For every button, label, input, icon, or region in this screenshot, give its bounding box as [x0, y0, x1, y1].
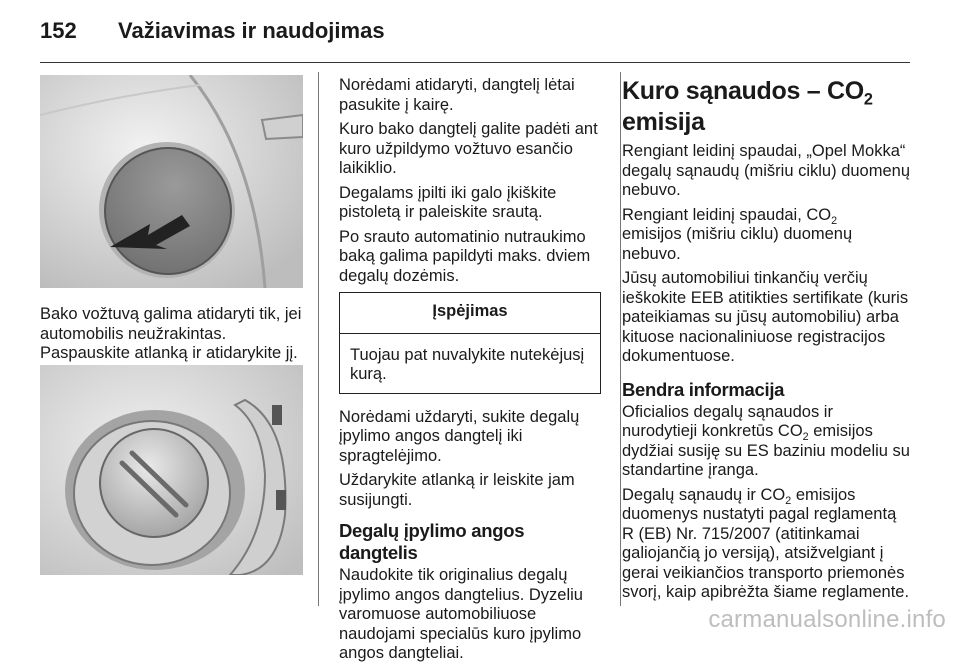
- header-rule: [40, 62, 910, 63]
- paragraph: Rengiant leidinį spaudai, $CO_2$ emisijos (mišriu ciklu) duomenų nebuvo.: [622, 205, 853, 263]
- paragraph: Oficialios degalų sąnaudos ir nurodytieji konkretūs $CO_2$ emisijos dydžiai susiję su ES baziniu modeliu su standartine įranga.: [622, 402, 910, 479]
- warning-text: Tuojau pat nuvalykite nutekėjusį kurą.: [350, 345, 585, 383]
- paragraph: Kuro bako dangtelį galite padėti ant kuro užpildymo vožtuvo esančio laikiklio.: [339, 120, 598, 177]
- warning-title: Įspėjimas: [340, 293, 600, 334]
- column-2: [339, 76, 601, 664]
- column-divider-1: [318, 72, 319, 606]
- heading-fuel-consumption: Kuro sąnaudos – $CO_2$ emisija: [622, 77, 873, 136]
- warning-box: [339, 292, 601, 394]
- paragraph: Po srauto automatinio nutraukimo baką galima papildyti maks. dviem degalų dozėmis.: [339, 227, 591, 285]
- subheading-fuel-cap: Degalų įpylimo angos dangtelis: [339, 520, 525, 563]
- fuel-cap-figure: [40, 365, 303, 575]
- paragraph: Uždarykite atlanką ir leiskite jam susijungti.: [339, 471, 575, 509]
- paragraph: Degalams įpilti iki galo įkiškite pistoletą ir paleiskite srautą.: [339, 183, 557, 221]
- paragraph: Bako vožtuvą galima atidaryti tik, jei automobilis neužrakintas.: [40, 305, 302, 343]
- paragraph: Naudokite tik originalius degalų įpylimo angos dangtelius. Dyzeliu varomuose automobiliuose naudojami specialūs kuro įpylimo angos dangteliai.: [339, 566, 583, 662]
- fuel-door-illustration: [40, 75, 303, 288]
- page-title: Važiavimas ir naudojimas: [118, 18, 385, 43]
- fuel-door-figure: [40, 75, 303, 288]
- paragraph: Degalų sąnaudų ir $CO_2$ emisijos duomenys nustatyti pagal reglamentą R (EB) Nr. 715/2007 (atitinkamai galiojančią jo versiją), atsižvelgiant į gerai veikiančios transporto priemonės svorį, kaip apibrėžta šiame reglamente.: [622, 485, 910, 601]
- page-number: 152: [40, 18, 77, 43]
- fuel-cap-illustration: [40, 365, 303, 575]
- paragraph: Jūsų automobiliui tinkančių verčių ieškokite EEB atitikties sertifikate (kuris pateikiamas su jūsų automobiliu) arba kituose nacionaliniuose registracijos dokumentuose.: [622, 269, 909, 365]
- paragraph: Norėdami atidaryti, dangtelį lėtai pasukite į kairę.: [339, 76, 575, 114]
- column-divider-2: [620, 72, 621, 606]
- column-1-text: [40, 305, 310, 364]
- paragraph: Rengiant leidinį spaudai, „Opel Mokka“ degalų sąnaudų (mišriu ciklu) duomenų nebuvo.: [622, 142, 910, 199]
- paragraph: Norėdami uždaryti, sukite degalų įpylimo angos dangtelį iki spragtelėjimo.: [339, 407, 580, 465]
- watermark: carmanualsonline.info: [708, 606, 946, 633]
- subheading-general-info: Bendra informacija: [622, 378, 785, 400]
- paragraph: Paspauskite atlanką ir atidarykite jį.: [40, 344, 298, 362]
- column-3: [622, 76, 912, 608]
